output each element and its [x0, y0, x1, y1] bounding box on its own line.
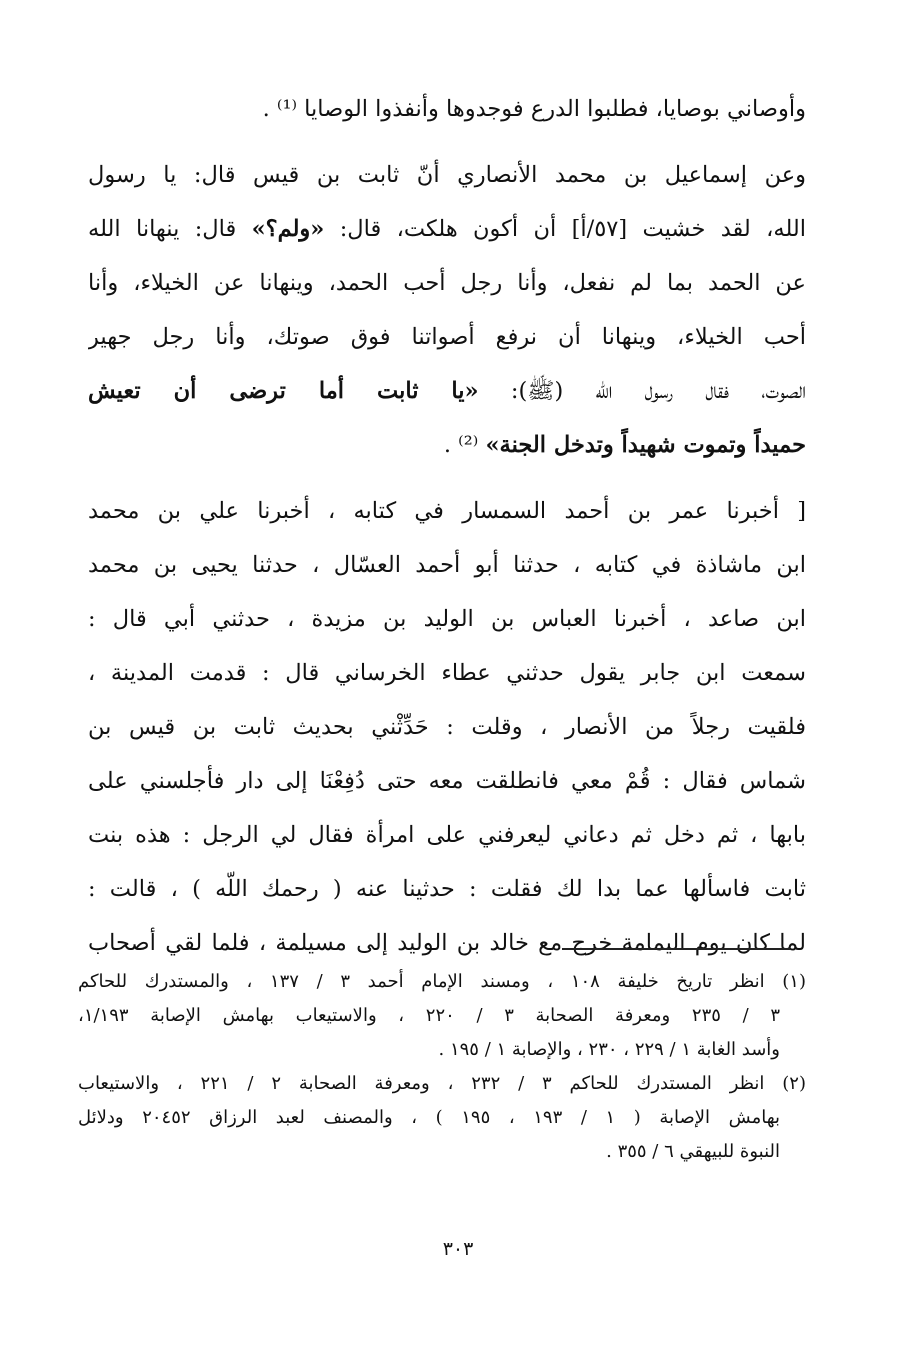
text-line: بابها ، ثم دخل ثم دعاني ليعرفني على امرأة فقال لي الرجل : هذه بنت [88, 822, 806, 848]
page-number: ٣٠٣ [442, 1238, 474, 1260]
text-line: حميداً وتموت شهيداً وتدخل الجنة» ⁽²⁾ . [443, 432, 806, 458]
text-line: لما كان يوم اليمامة خرج مع خالد بن الوليد إلى مسيلمة ، فلما لقي أصحاب [88, 930, 806, 956]
text-line: فلقيت رجلاً من الأنصار ، وقلت : حَدِّثْني بحديث ثابت بن قيس بن [88, 714, 806, 740]
text-line: عن الحمد بما لم نفعل، وأنا رجل أحب الحمد، وينهانا عن الخيلاء، وأنا [88, 270, 806, 296]
footnote-line: (١) انظر تاريخ خليفة ١٠٨ ، ومسند الإمام أحمد ٣ / ١٣٧ ، والمستدرك للحاكم [78, 971, 806, 992]
text-line: أحب الخيلاء، وينهانا أن نرفع أصواتنا فوق صوتك، وأنا رجل جهير [88, 324, 806, 350]
text-line: الله، لقد خشيت [٥٧/أ] أن أكون هلكت، قال: «ولم؟» قال: ينهانا الله [88, 216, 806, 242]
text-line: الصوت، فقال رسول الله (ﷺ): «يا ثابت أما ترضى أن تعيش [88, 378, 806, 404]
footnote-line: (٢) انظر المستدرك للحاكم ٣ / ٢٣٢ ، ومعرفة الصحابة ٢ / ٢٢١ ، والاستيعاب [78, 1073, 806, 1094]
paragraph-gap [88, 136, 806, 148]
bold-quote: «ولم؟» [251, 216, 325, 242]
text-line: ثابت فاسألها عما بدا لك فقلت : حدثينا عنه ( رحمك اللّه ) ، قالت : [88, 876, 806, 902]
footnote-line: النبوة للبيهقي ٦ / ٣٥٥ . [606, 1141, 780, 1162]
text-line: شماس فقال : قُمْ معي فانطلقت معه حتى دُفِعْنَا إلى دار فأجلسني على [88, 768, 806, 794]
main-text [88, 82, 806, 970]
footnote-separator [562, 948, 790, 950]
footnote-line: وأسد الغابة ١ / ٢٢٩ ، ٢٣٠ ، والإصابة ١ / ١٩٥ . [438, 1039, 780, 1060]
footnotes [78, 965, 806, 1169]
text-line: سمعت ابن جابر يقول حدثني عطاء الخرساني قال : قدمت المدينة ، [88, 660, 806, 686]
text-line: [ أخبرنا عمر بن أحمد السمسار في كتابه ، أخبرنا علي بن محمد [88, 498, 806, 524]
text-line: ابن صاعد ، أخبرنا العباس بن الوليد بن مزيدة ، حدثني أبي قال : [88, 606, 806, 632]
footnote-line: بهامش الإصابة ( ١ / ١٩٣ ، ١٩٥ ) ، والمصنف لعبد الرزاق ٢٠٤٥٢ ودلائل [78, 1107, 781, 1128]
text-line: ابن ماشاذة في كتابه ، حدثنا أبو أحمد العسّال ، حدثنا يحيى بن محمد [88, 552, 806, 578]
bold-quote: حميداً وتموت شهيداً وتدخل الجنة» [485, 432, 806, 458]
paragraph-gap [88, 472, 806, 484]
footnote-line: ٣ / ٢٣٥ ومعرفة الصحابة ٣ / ٢٢٠ ، والاستيعاب بهامش الإصابة ١/١٩٣، [78, 1005, 780, 1026]
bold-quote: «يا ثابت أما ترضى أن تعيش [88, 378, 479, 404]
text-line: وعن إسماعيل بن محمد الأنصاري أنّ ثابت بن قيس قال: يا رسول [88, 162, 806, 188]
text-line: وأوصاني بوصايا، فطلبوا الدرع فوجدوها وأنفذوا الوصايا ⁽¹⁾ . [262, 96, 806, 122]
